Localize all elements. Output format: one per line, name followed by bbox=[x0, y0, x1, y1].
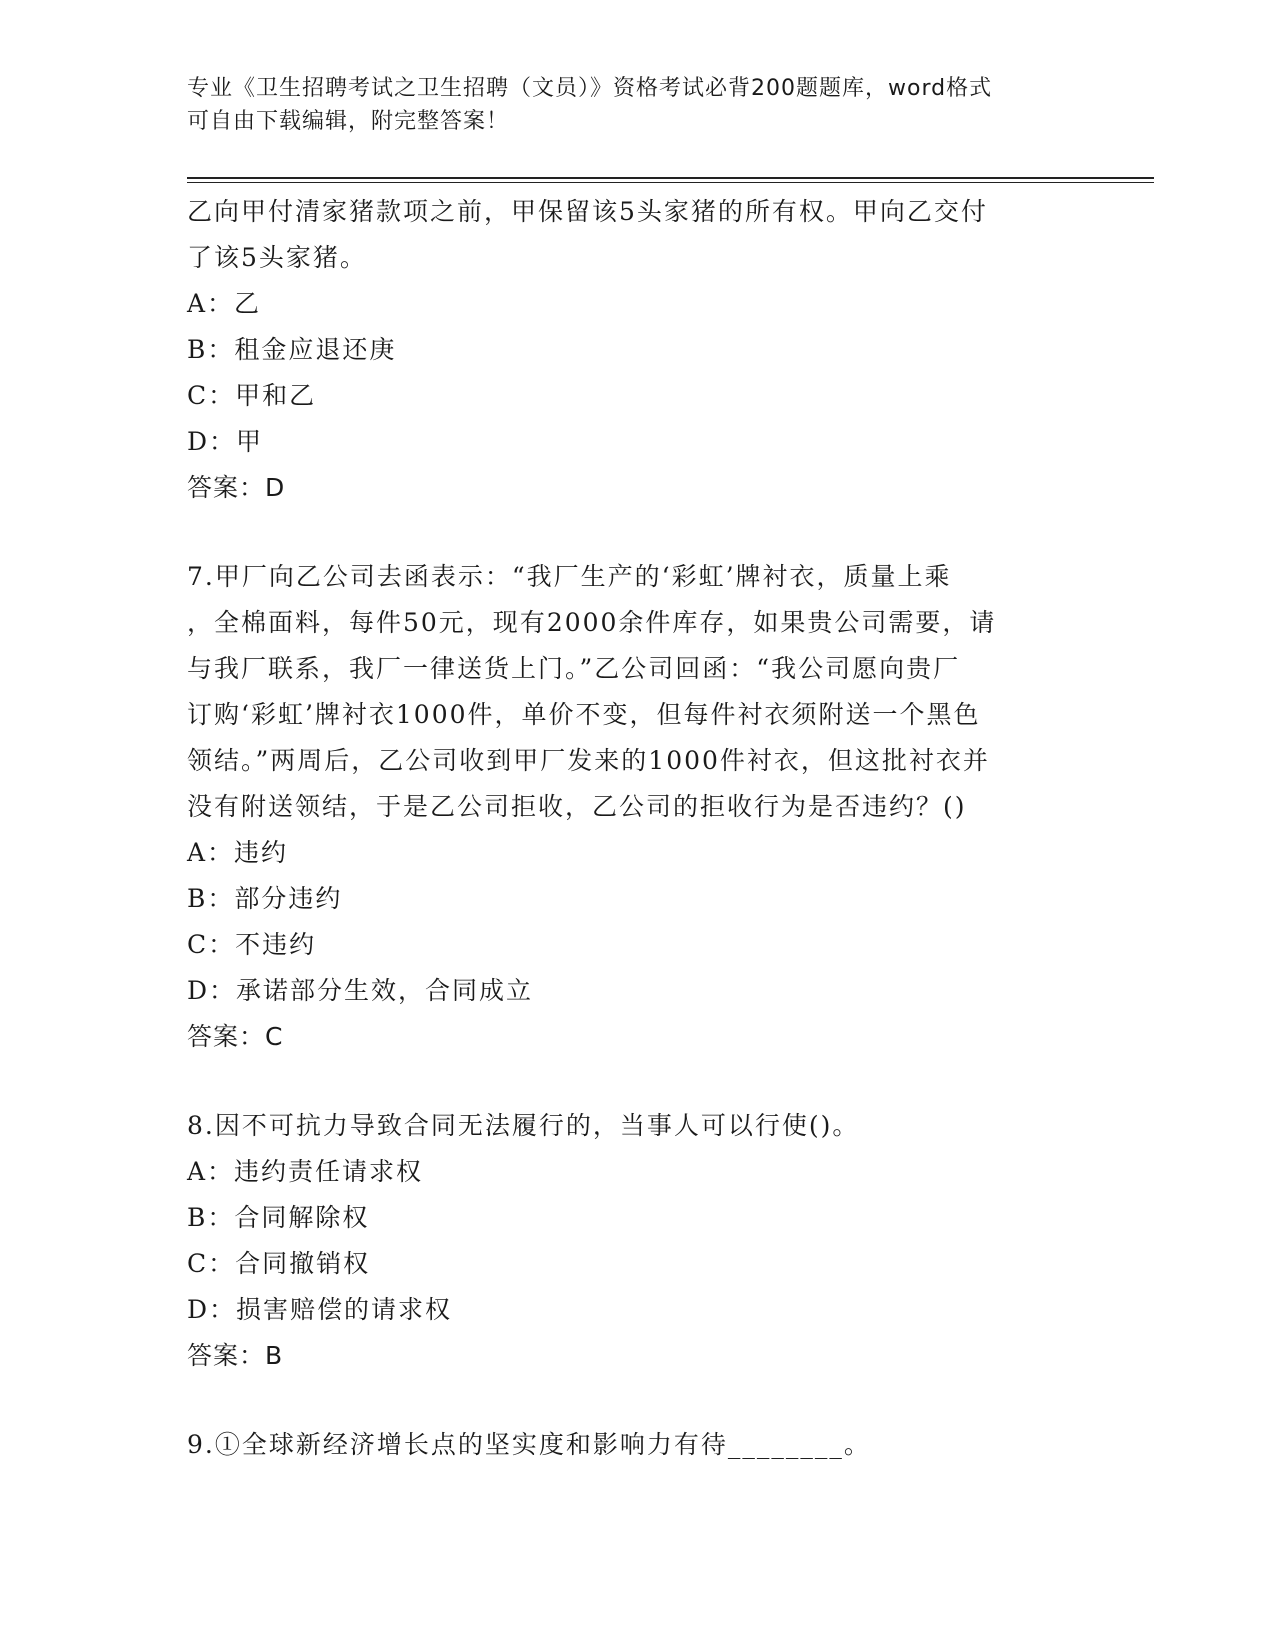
answer-line: 答案：B bbox=[187, 1341, 284, 1370]
question-text-line: 与我厂联系，我厂一律送货上门。”乙公司回函：“我公司愿向贵厂 bbox=[187, 654, 961, 683]
question-text-line: 8.因不可抗力导致合同无法履行的，当事人可以行使()。 bbox=[187, 1111, 860, 1140]
option-b: B：合同解除权 bbox=[187, 1203, 370, 1232]
question-block-9 bbox=[187, 1422, 1087, 1468]
option-b: B：部分违约 bbox=[187, 884, 343, 913]
option-d: D：承诺部分生效，合同成立 bbox=[187, 976, 534, 1005]
document-header bbox=[187, 72, 1067, 138]
answer-line: 答案：D bbox=[187, 473, 286, 502]
header-rule-thick bbox=[187, 177, 1154, 179]
option-d: D：甲 bbox=[187, 427, 264, 456]
header-line-2: 可自由下载编辑，附完整答案！ bbox=[187, 109, 510, 134]
header-rule-thin bbox=[187, 182, 1154, 183]
document-body bbox=[187, 189, 1087, 1468]
option-c: C：合同撤销权 bbox=[187, 1249, 371, 1278]
question-block-8 bbox=[187, 1103, 1087, 1379]
question-text-line: 了该5头家猪。 bbox=[187, 243, 367, 272]
question-text-line: 订购‘彩虹’牌衬衣1000件，单价不变，但每件衬衣须附送一个黑色 bbox=[187, 700, 981, 729]
option-c: C：甲和乙 bbox=[187, 381, 317, 410]
header-line-1: 专业《卫生招聘考试之卫生招聘（文员）》资格考试必背200题题库，word格式 bbox=[187, 76, 993, 101]
question-text-line: 7.甲厂向乙公司去函表示：“我厂生产的‘彩虹’牌衬衣，质量上乘 bbox=[187, 562, 952, 591]
question-text-line: 没有附送领结，于是乙公司拒收，乙公司的拒收行为是否违约？() bbox=[187, 792, 967, 821]
question-text-line: 领结。”两周后，乙公司收到甲厂发来的1000件衬衣，但这批衬衣并 bbox=[187, 746, 990, 775]
option-d: D：损害赔偿的请求权 bbox=[187, 1295, 453, 1324]
spacer bbox=[187, 1379, 1087, 1422]
option-c: C：不违约 bbox=[187, 930, 317, 959]
question-text-line: ，全棉面料，每件50元，现有2000余件库存，如果贵公司需要，请 bbox=[187, 608, 997, 637]
question-text-line: 9.①全球新经济增长点的坚实度和影响力有待________。 bbox=[187, 1430, 871, 1459]
question-block-prev bbox=[187, 189, 1087, 511]
question-block-7 bbox=[187, 554, 1087, 1060]
option-b: B：租金应退还庚 bbox=[187, 335, 397, 364]
option-a: A：违约 bbox=[187, 838, 289, 867]
option-a: A：乙 bbox=[187, 289, 262, 318]
spacer bbox=[187, 1060, 1087, 1103]
question-text-line: 乙向甲付清家猪款项之前，甲保留该5头家猪的所有权。甲向乙交付 bbox=[187, 197, 988, 226]
answer-line: 答案：C bbox=[187, 1022, 284, 1051]
spacer bbox=[187, 511, 1087, 554]
option-a: A：违约责任请求权 bbox=[187, 1157, 424, 1186]
